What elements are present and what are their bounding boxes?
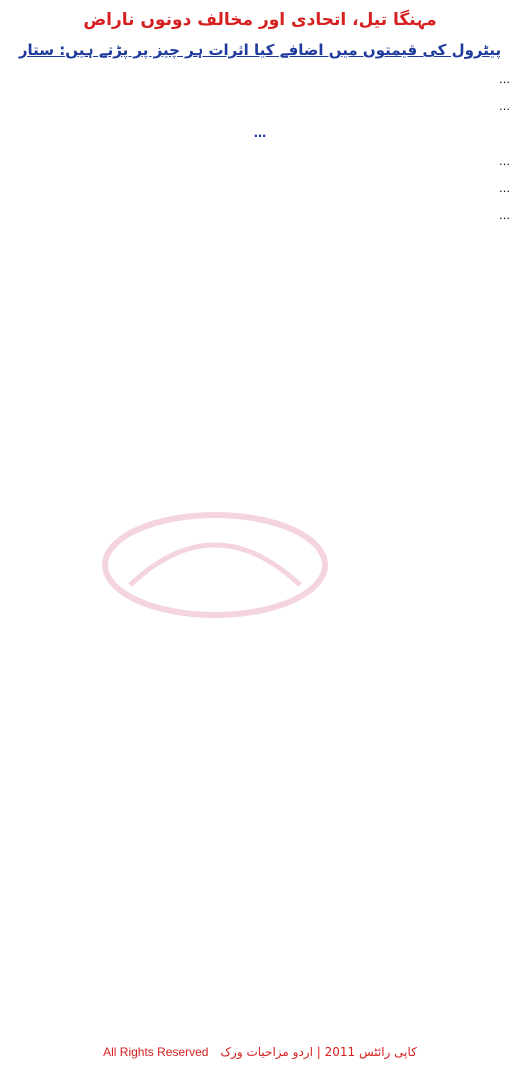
article-subheadline xyxy=(10,38,510,62)
article-paragraph-2: … xyxy=(499,100,510,113)
article-highlight: … xyxy=(253,125,267,140)
footer-rights: All Rights Reserved xyxy=(103,1045,209,1059)
footer-copyright: کاپی رائٹس 2011 | اردو مزاحیات ورک xyxy=(220,1045,417,1059)
article-paragraph-3: … xyxy=(499,155,510,168)
subheadline-text: پیٹرول کی قیمتوں میں اضافے کیا اثرات ہر چیز پر پڑتے ہیں: ستار xyxy=(18,41,502,59)
article-paragraph-4: … xyxy=(499,182,510,195)
page-footer xyxy=(0,1043,520,1061)
article-paragraph-5: … xyxy=(499,209,510,222)
article-headline: مہنگا تیل، اتحادی اور مخالف دونوں ناراض xyxy=(83,10,437,30)
article-paragraph-1: … xyxy=(499,73,510,86)
